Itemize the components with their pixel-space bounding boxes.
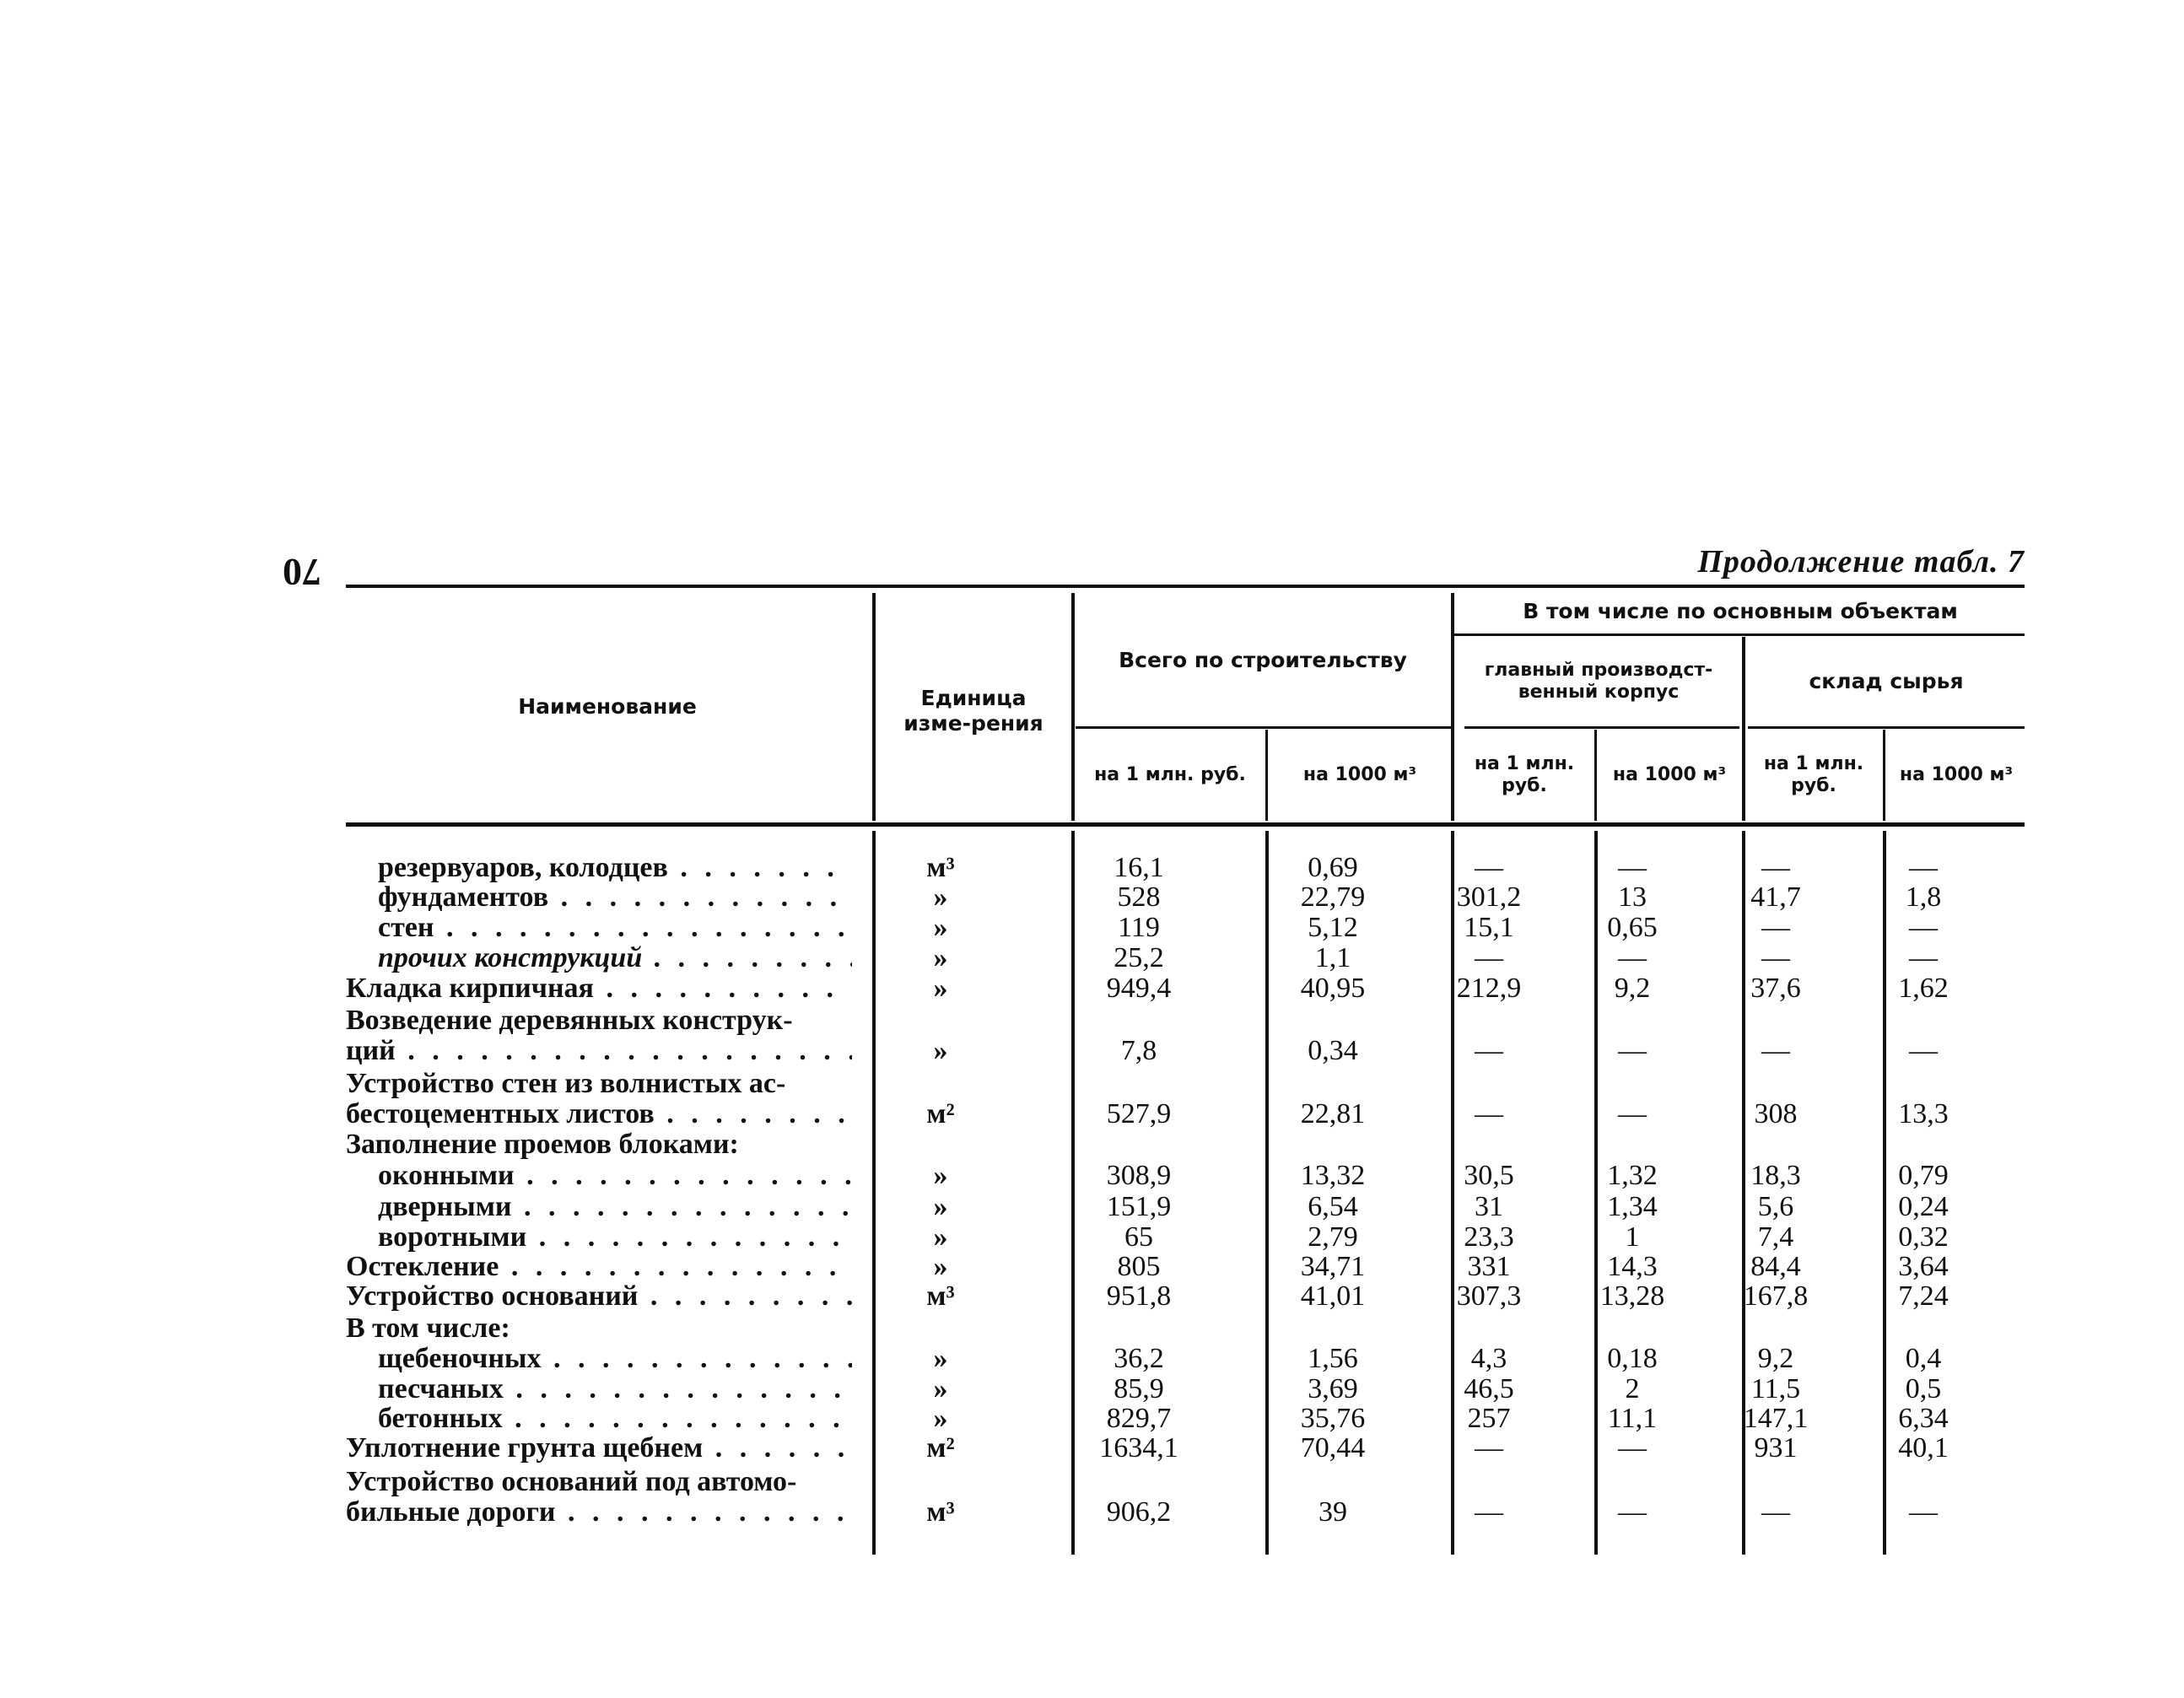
row-value: — xyxy=(1761,912,1790,943)
row-name: воротными . . . xyxy=(378,1222,852,1253)
table-row xyxy=(346,1374,2025,1404)
row-value: 1,8 xyxy=(1905,881,1942,913)
row-name: дверными . . . xyxy=(378,1192,852,1222)
row-value: — xyxy=(1909,852,1938,883)
row-value: 9,2 xyxy=(1614,973,1651,1004)
row-value: — xyxy=(1475,1432,1503,1464)
row-value: 829,7 xyxy=(1106,1403,1172,1434)
table-row xyxy=(346,882,2025,913)
row-name: бильные дороги . . . xyxy=(346,1497,852,1528)
row-value: — xyxy=(1475,852,1503,883)
row-value: 70,44 xyxy=(1300,1432,1366,1464)
row-value: 307,3 xyxy=(1456,1280,1522,1312)
row-unit: » xyxy=(933,1403,948,1434)
row-value: 13,3 xyxy=(1898,1098,1949,1129)
row-value: 9,2 xyxy=(1757,1343,1794,1374)
table-row xyxy=(346,1222,2025,1253)
row-name: В том числе: xyxy=(346,1313,510,1344)
data-table xyxy=(346,585,2025,1563)
header-including: В том числе по основным объектам xyxy=(1523,599,1958,623)
row-unit: » xyxy=(933,1035,948,1066)
row-value: 0,24 xyxy=(1898,1191,1949,1222)
row-value: 13,32 xyxy=(1300,1160,1366,1191)
header-per-mln-main: на 1 млн. руб. xyxy=(1474,753,1575,796)
row-name: резервуаров, колодцев . . . xyxy=(378,853,852,883)
row-value: 40,95 xyxy=(1300,973,1366,1004)
row-value: 23,3 xyxy=(1464,1221,1514,1253)
row-name: Устройство стен из волнистых ас- xyxy=(346,1069,786,1099)
header-rule xyxy=(346,822,2025,827)
row-value: 7,4 xyxy=(1757,1221,1794,1253)
row-value: 22,81 xyxy=(1300,1098,1366,1129)
row-unit: » xyxy=(933,973,948,1004)
header-name: Наименование xyxy=(518,694,697,719)
row-value: 39 xyxy=(1318,1496,1347,1528)
row-value: 13,28 xyxy=(1599,1280,1665,1312)
row-name: песчаных . . . xyxy=(378,1374,852,1404)
row-value: — xyxy=(1618,1098,1647,1129)
row-value: 528 xyxy=(1117,881,1161,913)
row-value: 931 xyxy=(1754,1432,1798,1464)
row-value: — xyxy=(1909,1496,1938,1528)
row-value: 40,1 xyxy=(1898,1432,1949,1464)
row-value: 15,1 xyxy=(1464,912,1514,943)
row-value: 331 xyxy=(1467,1251,1511,1282)
row-name: Остекление . . . xyxy=(346,1252,852,1282)
row-unit: » xyxy=(933,1373,948,1404)
table-row xyxy=(346,1281,2025,1312)
row-value: — xyxy=(1475,1035,1503,1066)
table-row xyxy=(346,1129,2025,1160)
vrule-sub2 xyxy=(1594,730,1597,821)
row-unit: » xyxy=(933,1160,948,1191)
header-total: Всего по строительству xyxy=(1119,648,1407,672)
main-subrule xyxy=(1464,726,1739,729)
row-value: 14,3 xyxy=(1607,1251,1658,1282)
row-unit: » xyxy=(933,942,948,973)
row-value: — xyxy=(1761,1035,1790,1066)
row-value: 949,4 xyxy=(1106,973,1172,1004)
row-unit: м² xyxy=(926,1432,955,1464)
row-value: 308,9 xyxy=(1106,1160,1172,1191)
row-value: 0,65 xyxy=(1607,912,1658,943)
row-name: прочих конструкций . . . xyxy=(378,943,852,973)
including-rule xyxy=(1453,633,2025,636)
row-value: 6,54 xyxy=(1308,1191,1358,1222)
top-rule xyxy=(346,585,2025,588)
row-value: 84,4 xyxy=(1750,1251,1801,1282)
row-value: 119 xyxy=(1118,912,1160,943)
vrule-warehouse xyxy=(1742,637,1745,821)
row-value: 2,79 xyxy=(1308,1221,1358,1253)
row-value: 85,9 xyxy=(1114,1373,1164,1404)
row-value: — xyxy=(1618,1035,1647,1066)
row-value: 11,5 xyxy=(1750,1373,1801,1404)
row-value: — xyxy=(1761,942,1790,973)
row-value: 257 xyxy=(1467,1403,1511,1434)
row-value: — xyxy=(1618,852,1647,883)
row-value: — xyxy=(1761,852,1790,883)
table-row xyxy=(346,1036,2025,1066)
row-value: 37,6 xyxy=(1750,973,1801,1004)
row-value: 36,2 xyxy=(1114,1343,1164,1374)
table-row xyxy=(346,1467,2025,1497)
row-value: 13 xyxy=(1618,881,1647,913)
vrule-unit xyxy=(872,593,876,821)
row-name: Возведение деревянных конструк- xyxy=(346,1005,793,1036)
row-name: оконными . . . xyxy=(378,1161,852,1191)
header-per-mln-total: на 1 млн. руб. xyxy=(1094,764,1246,785)
header-raw-warehouse: склад сырья xyxy=(1809,669,1964,693)
page-number: 70 xyxy=(283,551,321,594)
row-value: 151,9 xyxy=(1106,1191,1172,1222)
row-value: 5,6 xyxy=(1757,1191,1794,1222)
row-name: Кладка кирпичная . . . xyxy=(346,973,852,1004)
row-value: 3,69 xyxy=(1308,1373,1358,1404)
row-unit: м³ xyxy=(926,1496,955,1528)
row-name: бетонных . . . xyxy=(378,1404,852,1434)
row-name: Устройство оснований под автомо- xyxy=(346,1467,797,1497)
row-value: 951,8 xyxy=(1106,1280,1172,1312)
row-value: 906,2 xyxy=(1106,1496,1172,1528)
row-value: 35,76 xyxy=(1300,1403,1366,1434)
row-value: 31 xyxy=(1475,1191,1503,1222)
header-per-mln-warehouse: на 1 млн. руб. xyxy=(1763,753,1864,796)
row-value: 6,34 xyxy=(1898,1403,1949,1434)
row-name: ций . . . xyxy=(346,1036,852,1066)
row-name: стен . . . xyxy=(378,913,852,943)
header-main-building: главный производст-венный корпус xyxy=(1484,660,1713,703)
row-value: — xyxy=(1909,942,1938,973)
row-unit: м² xyxy=(926,1098,955,1129)
row-unit: » xyxy=(933,1343,948,1374)
row-value: 0,32 xyxy=(1898,1221,1949,1253)
row-value: 2 xyxy=(1625,1373,1640,1404)
row-unit: м³ xyxy=(926,1280,955,1312)
row-name: Устройство оснований . . . xyxy=(346,1281,852,1312)
row-value: 41,01 xyxy=(1300,1280,1366,1312)
row-name: фундаментов . . . xyxy=(378,882,852,913)
row-value: 4,3 xyxy=(1470,1343,1507,1374)
row-value: — xyxy=(1909,912,1938,943)
row-value: 0,69 xyxy=(1308,852,1358,883)
row-value: 46,5 xyxy=(1464,1373,1514,1404)
row-value: — xyxy=(1475,1098,1503,1129)
table-row xyxy=(346,1192,2025,1222)
vrule-total xyxy=(1071,593,1075,821)
row-value: 22,79 xyxy=(1300,881,1366,913)
table-row xyxy=(346,1161,2025,1191)
table-row xyxy=(346,1252,2025,1282)
row-value: — xyxy=(1909,1035,1938,1066)
table-row xyxy=(346,943,2025,973)
row-unit: » xyxy=(933,912,948,943)
row-value: 11,1 xyxy=(1607,1403,1658,1434)
total-subrule xyxy=(1076,726,1451,729)
row-value: 7,24 xyxy=(1898,1280,1949,1312)
row-value: 301,2 xyxy=(1456,881,1522,913)
row-value: 25,2 xyxy=(1114,942,1164,973)
row-value: 308 xyxy=(1754,1098,1798,1129)
row-value: 1 xyxy=(1625,1221,1640,1253)
table-row xyxy=(346,1344,2025,1374)
row-value: 0,4 xyxy=(1905,1343,1942,1374)
row-value: 1634,1 xyxy=(1099,1432,1178,1464)
table-row xyxy=(346,913,2025,943)
row-value: — xyxy=(1618,1432,1647,1464)
row-unit: » xyxy=(933,1251,948,1282)
row-value: 16,1 xyxy=(1114,852,1164,883)
row-value: — xyxy=(1618,942,1647,973)
row-value: 0,79 xyxy=(1898,1160,1949,1191)
table-row xyxy=(346,973,2025,1004)
row-value: — xyxy=(1618,1496,1647,1528)
row-value: 0,18 xyxy=(1607,1343,1658,1374)
row-value: 1,56 xyxy=(1308,1343,1358,1374)
row-value: 18,3 xyxy=(1750,1160,1801,1191)
header-per-1000-total: на 1000 м³ xyxy=(1302,764,1417,785)
row-unit: м³ xyxy=(926,852,955,883)
row-value: 1,32 xyxy=(1607,1160,1658,1191)
row-unit: » xyxy=(933,881,948,913)
row-value: 7,8 xyxy=(1120,1035,1157,1066)
header-per-1000-warehouse: на 1000 м³ xyxy=(1899,764,2014,785)
row-value: 5,12 xyxy=(1308,912,1358,943)
row-name: Заполнение проемов блоками: xyxy=(346,1129,739,1160)
table-row xyxy=(346,1497,2025,1528)
row-value: 1,34 xyxy=(1607,1191,1658,1222)
table-row xyxy=(346,1005,2025,1036)
row-value: 3,64 xyxy=(1898,1251,1949,1282)
table-row xyxy=(346,1099,2025,1129)
row-value: 0,34 xyxy=(1308,1035,1358,1066)
row-unit: » xyxy=(933,1221,948,1253)
row-value: — xyxy=(1761,1496,1790,1528)
table-row xyxy=(346,1433,2025,1464)
row-value: 805 xyxy=(1117,1251,1161,1282)
row-name: бестоцементных листов . . . xyxy=(346,1099,852,1129)
header-per-1000-main: на 1000 м³ xyxy=(1612,764,1727,785)
table-row xyxy=(346,1313,2025,1344)
row-value: 30,5 xyxy=(1464,1160,1514,1191)
row-value: 1,62 xyxy=(1898,973,1949,1004)
vrule-sub1 xyxy=(1265,730,1268,821)
table-row xyxy=(346,1404,2025,1434)
row-value: 1,1 xyxy=(1314,942,1351,973)
table-row xyxy=(346,853,2025,883)
table-caption: Продолжение табл. 7 xyxy=(1697,544,2025,579)
vrule-sub3 xyxy=(1883,730,1885,821)
row-name: щебеночных . . . xyxy=(378,1344,852,1374)
row-value: — xyxy=(1475,1496,1503,1528)
row-value: 212,9 xyxy=(1456,973,1522,1004)
row-value: 0,5 xyxy=(1905,1373,1942,1404)
row-value: 34,71 xyxy=(1300,1251,1366,1282)
vrule-including xyxy=(1451,593,1454,821)
row-value: 527,9 xyxy=(1106,1098,1172,1129)
header-unit: Единица изме-рения xyxy=(903,686,1043,736)
row-value: 65 xyxy=(1124,1221,1153,1253)
table-row xyxy=(346,1069,2025,1099)
row-value: 167,8 xyxy=(1743,1280,1809,1312)
row-value: — xyxy=(1475,942,1503,973)
row-name: Уплотнение грунта щебнем . . . xyxy=(346,1433,852,1464)
row-unit: » xyxy=(933,1191,948,1222)
warehouse-subrule xyxy=(1748,726,2025,729)
row-value: 41,7 xyxy=(1750,881,1801,913)
row-value: 147,1 xyxy=(1743,1403,1809,1434)
